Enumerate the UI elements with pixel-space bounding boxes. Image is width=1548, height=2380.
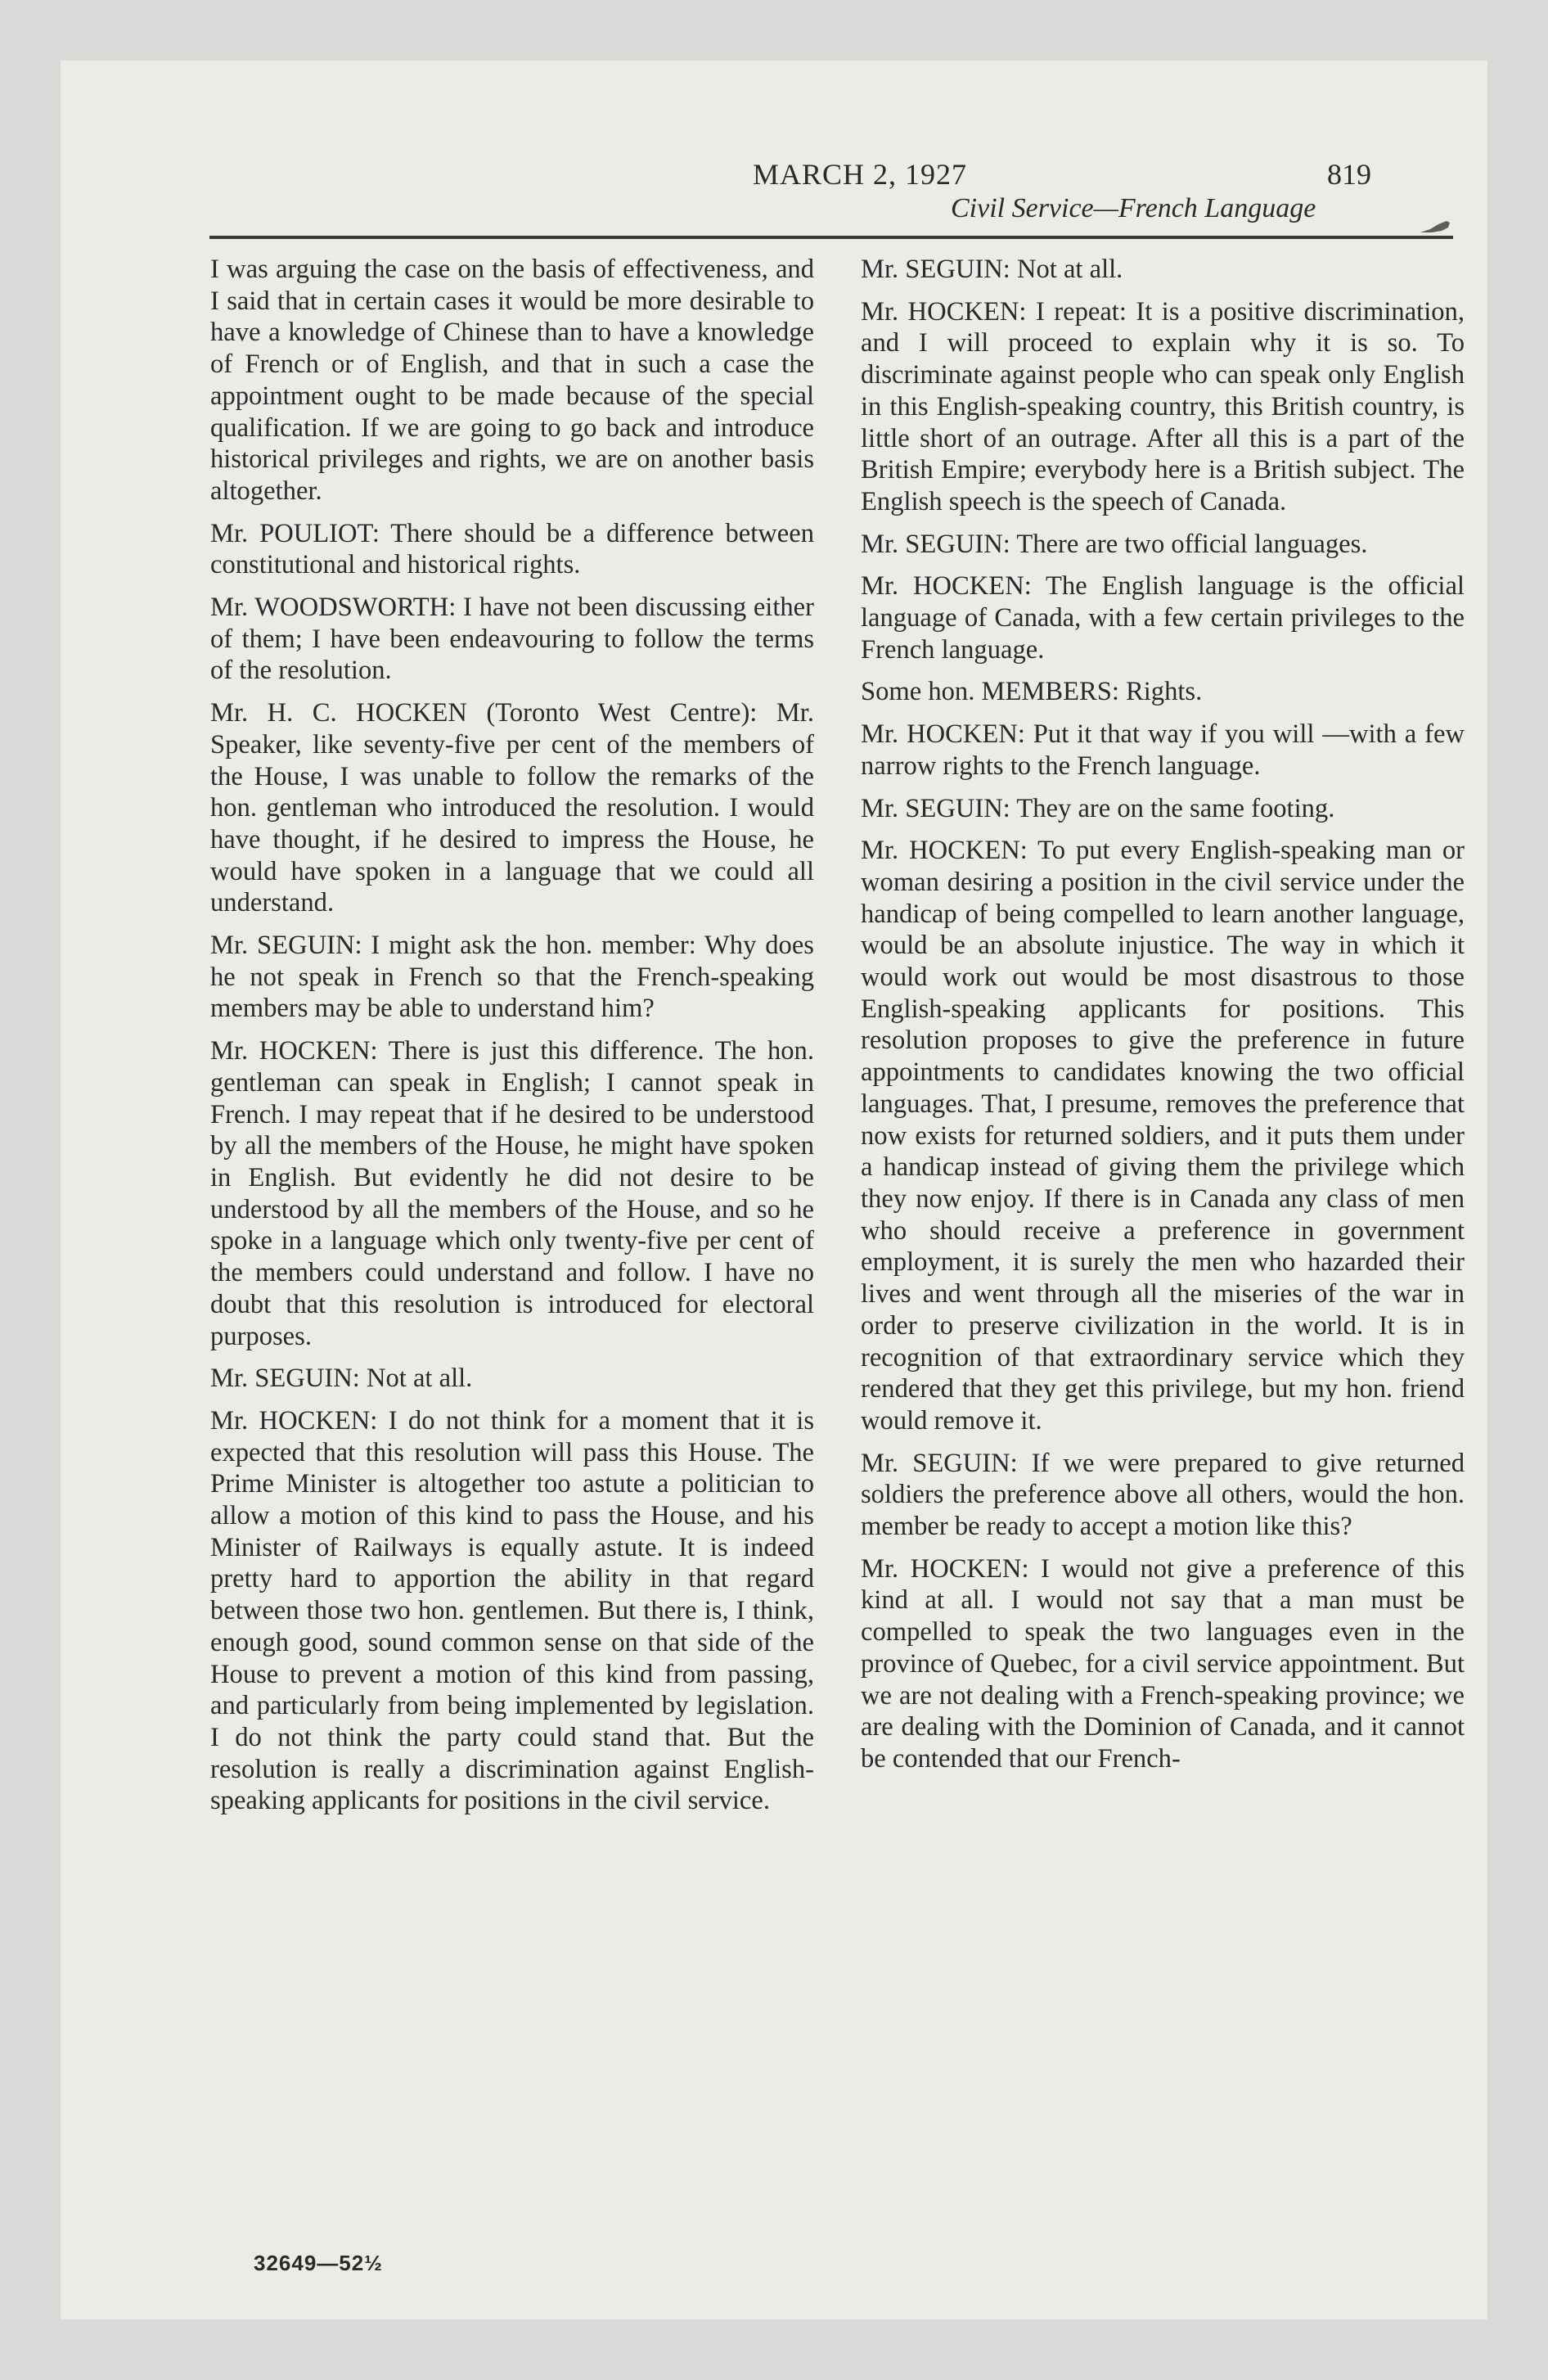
paragraph: Mr. HOCKEN: There is just this difference. The hon. gentleman can speak in English; I cannot speak in French. I may repeat that if he desired to be understood by all the members of the House, he might have spoken in English. But evidently he did not desire to be understood by all the members of the House, and so he spoke in a language which only twenty-five per cent of the members could understand and follow. I have no doubt that this resolution is introduced for electoral purposes. bbox=[210, 1036, 814, 1351]
paragraph: Mr. HOCKEN: The English language is the official language of Canada, with a few certain privileges to the French language. bbox=[861, 571, 1465, 665]
header-date: MARCH 2, 1927 bbox=[753, 158, 968, 191]
left-column bbox=[210, 254, 814, 1828]
document-page bbox=[61, 61, 1487, 2319]
paragraph: I was arguing the case on the basis of effectiveness, and I said that in certain cases it would be more desirable to have a knowledge of Chinese than to have a knowledge of French or of English, and that in such a case the appointment ought to be made because of the special qualification. If we are going to go back and introduce historical privileges and rights, we are on another basis altogether. bbox=[210, 255, 814, 506]
paragraph: Mr. HOCKEN: I do not think for a moment that it is expected that this resolution will pass this House. The Prime Minister is altogether too astute a politician to allow a motion of this kind to pass the House, and his Minister of Railways is equally astute. It is indeed pretty hard to apportion the ability in that regard between those two hon. gentlemen. But there is, I think, enough good, sound common sense on that side of the House to prevent a motion of this kind from passing, and particularly from being implemented by legislation. I do not think the party could stand that. But the resolution is really a discrimination against English-speaking applicants for positions in the civil service. bbox=[210, 1405, 814, 1816]
paragraph: Mr. HOCKEN: I repeat: It is a positive discrimination, and I will proceed to explain why it is so. To discriminate against people who can speak only English in this English-speaking country, this British country, is little short of an outrage. After all this is a part of the British Empire; everybody here is a British subject. The English speech is the speech of Canada. bbox=[861, 296, 1465, 516]
paragraph: Mr. WOODSWORTH: I have not been discussing either of them; I have been endeavouring to follow the terms of the resolution. bbox=[210, 593, 814, 686]
paragraph: Mr. SEGUIN: Not at all. bbox=[861, 255, 1123, 284]
paragraph: Some hon. MEMBERS: Rights. bbox=[861, 677, 1203, 707]
header-rule bbox=[209, 236, 1453, 239]
paragraph: Mr. SEGUIN: Not at all. bbox=[210, 1364, 473, 1394]
printer-code: 32649—52½ bbox=[254, 2251, 383, 2275]
ink-smudge-icon bbox=[1419, 219, 1451, 234]
paragraph: Mr. POULIOT: There should be a difference between constitutional and historical rights. bbox=[210, 518, 814, 580]
paragraph: Mr. H. C. HOCKEN (Toronto West Centre): Mr. Speaker, like seventy-five per cent of the members of the House, I was unable to follow the remarks of the hon. gentleman who introduced the resolution. I would have thought, if he desired to impress the House, he would have spoken in a language that we could all understand. bbox=[210, 698, 814, 918]
section-title: Civil Service—French Language bbox=[951, 193, 1316, 223]
paragraph: Mr. HOCKEN: I would not give a preference of this kind at all. I would not say that a man must be compelled to speak the two languages even in the province of Quebec, for a civil service appointment. But we are not dealing with a French-speaking province; we are dealing with the Dominion of Canada, and it cannot be contended that our French- bbox=[861, 1553, 1465, 1774]
paragraph: Mr. SEGUIN: They are on the same footing. bbox=[861, 793, 1335, 823]
page-number: 819 bbox=[1327, 158, 1371, 191]
paragraph: Mr. HOCKEN: Put it that way if you will —with a few narrow rights to the French language. bbox=[861, 719, 1465, 781]
paragraph: Mr. SEGUIN: If we were prepared to give returned soldiers the preference above all others, would the hon. member be ready to accept a motion like this? bbox=[861, 1448, 1465, 1542]
paragraph: Mr. SEGUIN: There are two official languages. bbox=[861, 529, 1368, 559]
right-column bbox=[861, 254, 1465, 1786]
paragraph: Mr. SEGUIN: I might ask the hon. member: Why does he not speak in French so that the French-speaking members may be able to understand him? bbox=[210, 931, 814, 1024]
paragraph: Mr. HOCKEN: To put every English-speaking man or woman desiring a position in the civil service under the handicap of being compelled to learn another language, would be an absolute injustice. The way in which it would work out would be most disastrous to those English-speaking applicants for positions. This resolution proposes to give the preference in future appointments to candidates knowing the two official languages. That, I presume, removes the preference that now exists for returned soldiers, and it puts them under a handicap instead of giving them the privilege which they now enjoy. If there is in Canada any class of men who should receive a preference in government employment, it is surely the men who hazarded their lives and went through all the miseries of the war in order to preserve civilization in the world. It is in recognition of that extraordinary service which they rendered that they get this privilege, but my hon. friend would remove it. bbox=[861, 836, 1465, 1436]
